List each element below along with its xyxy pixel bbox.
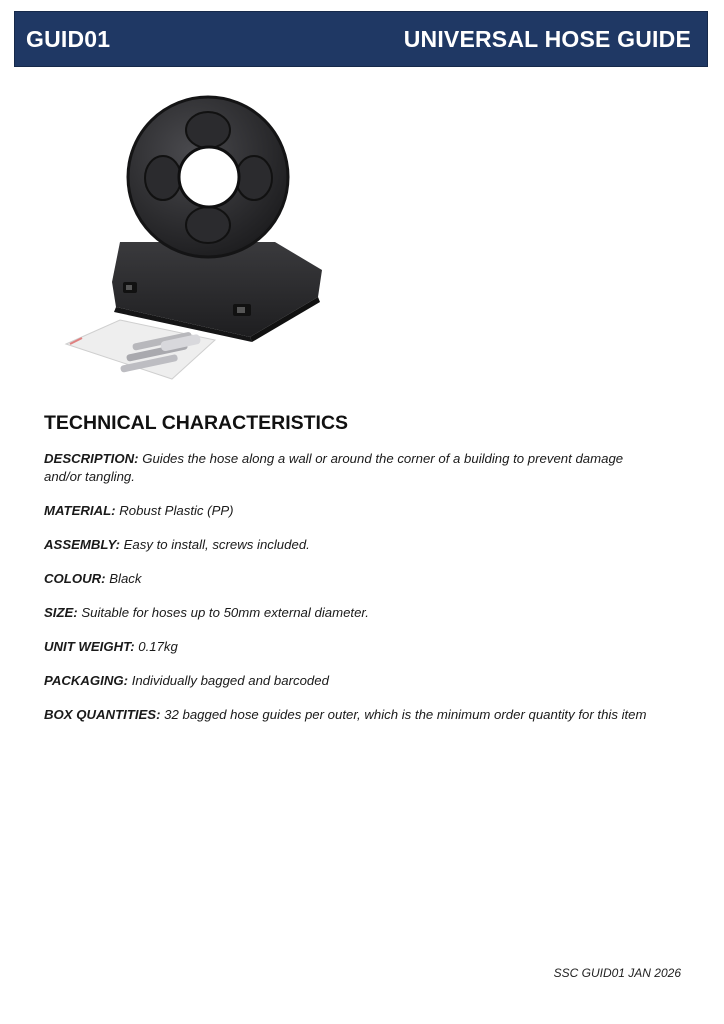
spec-colour: COLOUR: Black xyxy=(44,571,142,586)
spec-list xyxy=(44,450,694,724)
spec-packaging: PACKAGING: Individually bagged and barcoded xyxy=(44,673,329,688)
spec-size: SIZE: Suitable for hoses up to 50mm external diameter. xyxy=(44,605,369,620)
product-code: GUID01 xyxy=(26,25,111,52)
spec-box-quantities: BOX QUANTITIES: 32 bagged hose guides per outer, which is the minimum order quantity for this item xyxy=(44,707,647,722)
spec-description: DESCRIPTION: Guides the hose along a wall or around the corner of a building to prevent damage and/or tangling. xyxy=(44,451,624,484)
spec-material: MATERIAL: Robust Plastic (PP) xyxy=(44,503,234,518)
spec-assembly: ASSEMBLY: Easy to install, screws included. xyxy=(44,537,310,552)
spec-unit-weight: UNIT WEIGHT: 0.17kg xyxy=(44,639,178,654)
section-title: TECHNICAL CHARACTERISTICS xyxy=(44,412,349,434)
footer-reference: SSC GUID01 JAN 2026 xyxy=(553,966,681,980)
product-title: UNIVERSAL HOSE GUIDE xyxy=(403,25,691,52)
product-image xyxy=(60,92,340,392)
page-header xyxy=(14,11,708,67)
